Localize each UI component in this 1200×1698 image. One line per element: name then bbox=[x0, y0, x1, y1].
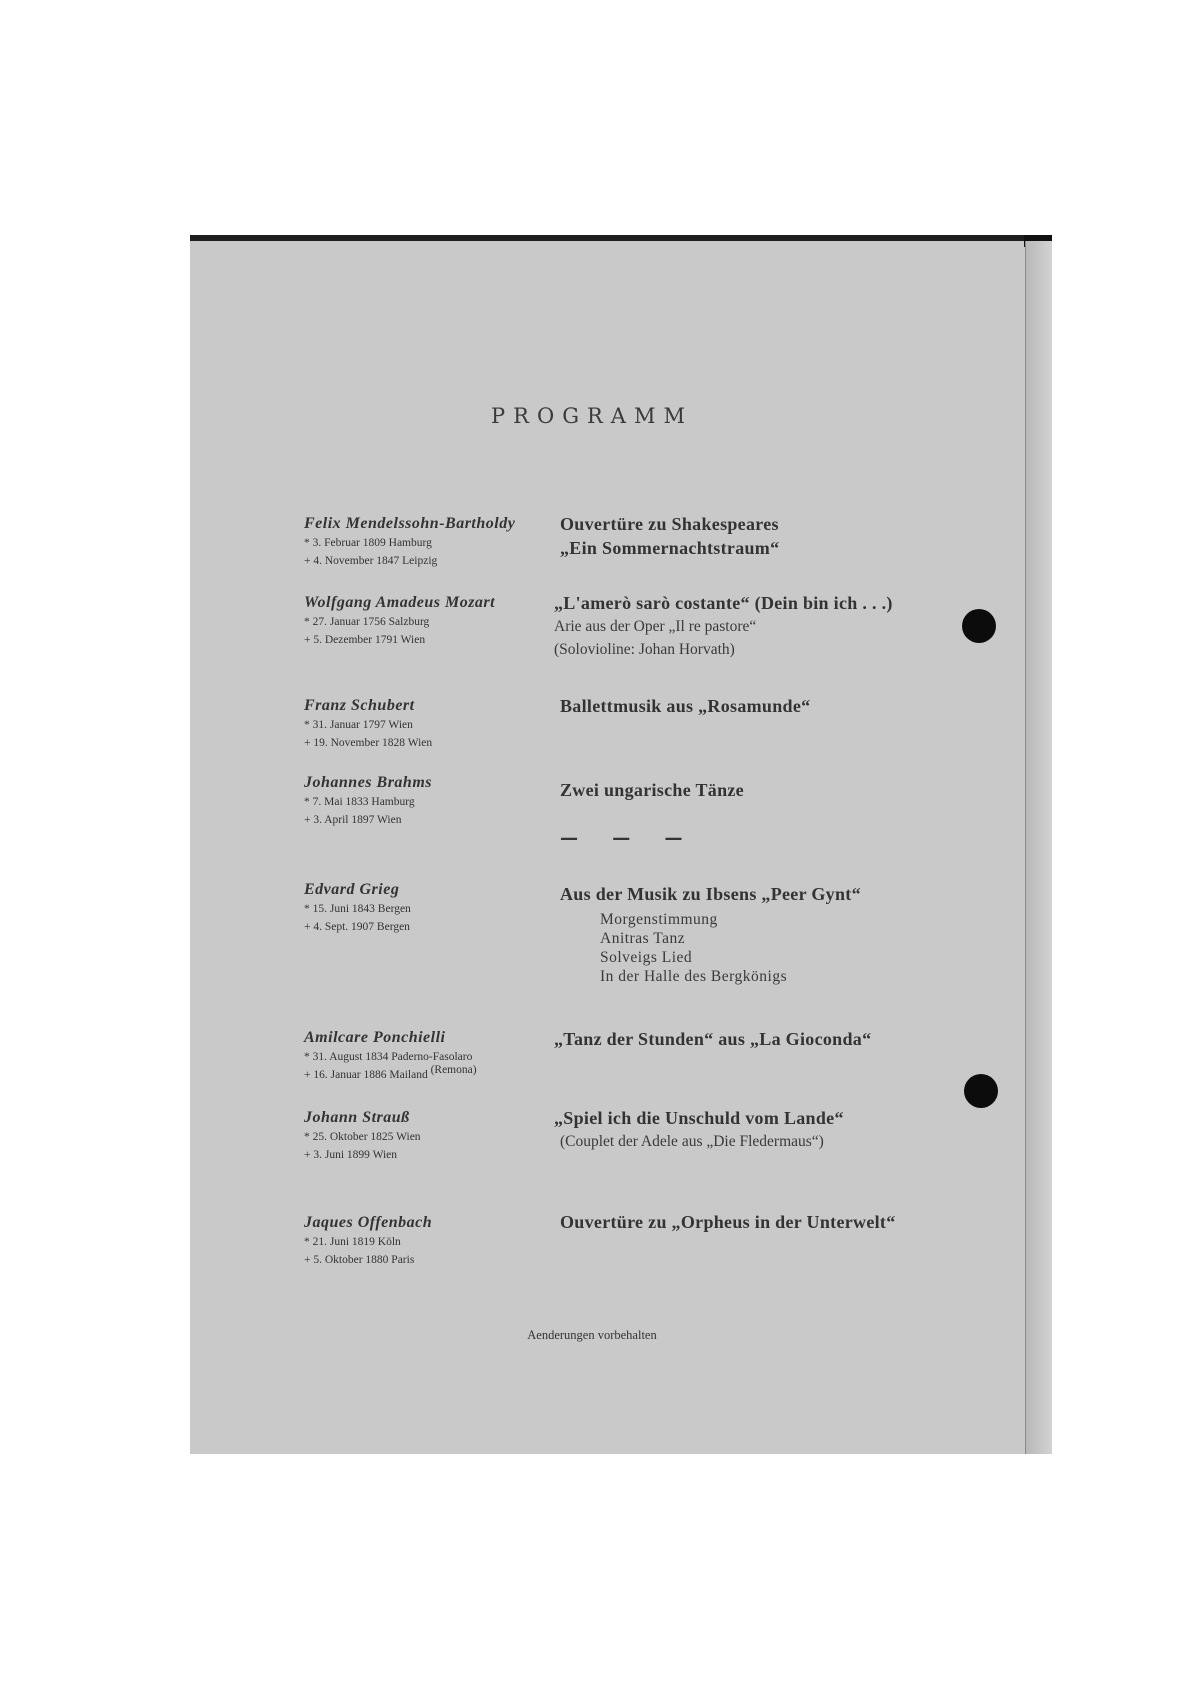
punch-hole-icon bbox=[964, 1074, 998, 1108]
work-block bbox=[554, 1106, 984, 1153]
work-movement: In der Halle des Bergkönigs bbox=[600, 968, 788, 985]
work-title: Ballettmusik aus „Rosamunde“ bbox=[560, 696, 811, 716]
composer-died: + 4. November 1847 Leipzig bbox=[304, 555, 438, 567]
composer-died-date: + 16. Januar 1886 Mailand bbox=[304, 1069, 428, 1081]
composer-born: * 7. Mai 1833 Hamburg bbox=[304, 796, 415, 808]
work-title: „Ein Sommernachtstraum“ bbox=[560, 538, 780, 558]
work-title: Ouvertüre zu „Orpheus in der Unterwelt“ bbox=[560, 1212, 896, 1232]
work-title: Aus der Musik zu Ibsens „Peer Gynt“ bbox=[560, 884, 861, 904]
composer-block bbox=[304, 594, 564, 648]
composer-block bbox=[304, 1214, 564, 1268]
work-subtitle: Arie aus der Oper „Il re pastore“ bbox=[554, 618, 757, 635]
work-title: „Tanz der Stunden“ aus „La Gioconda“ bbox=[554, 1029, 872, 1049]
composer-born: * 31. Januar 1797 Wien bbox=[304, 719, 413, 731]
intermission-dashes: — — — bbox=[560, 828, 697, 849]
work-block bbox=[560, 512, 990, 560]
work-title: Zwei ungarische Tänze bbox=[560, 780, 744, 800]
work-block bbox=[560, 778, 990, 802]
work-block bbox=[554, 591, 984, 661]
composer-name: Felix Mendelssohn-Bartholdy bbox=[304, 515, 516, 532]
composer-born: * 27. Januar 1756 Salzburg bbox=[304, 616, 430, 628]
composer-born: * 21. Juni 1819 Köln bbox=[304, 1236, 401, 1248]
work-title: „Spiel ich die Unschuld vom Lande“ bbox=[554, 1108, 844, 1128]
program-page bbox=[190, 235, 1052, 1454]
composer-died: + 19. November 1828 Wien bbox=[304, 737, 433, 749]
work-title: Ouvertüre zu Shakespeares bbox=[560, 514, 779, 534]
composer-name: Edvard Grieg bbox=[304, 881, 400, 898]
footnote: Aenderungen vorbehalten bbox=[527, 1328, 657, 1342]
composer-died: + 4. Sept. 1907 Bergen bbox=[304, 921, 410, 933]
composer-name: Franz Schubert bbox=[304, 697, 415, 714]
work-movement: Morgenstimmung bbox=[600, 911, 718, 928]
composer-born: * 15. Juni 1843 Bergen bbox=[304, 903, 411, 915]
composer-block bbox=[304, 774, 564, 828]
page-edge bbox=[1025, 241, 1052, 1454]
composer-block bbox=[304, 881, 564, 935]
composer-died: + 3. Juni 1899 Wien bbox=[304, 1149, 398, 1161]
work-block bbox=[560, 694, 990, 718]
composer-block bbox=[304, 515, 564, 569]
work-movement: Anitras Tanz bbox=[600, 930, 686, 947]
work-subtitle: (Solovioline: Johan Horvath) bbox=[554, 641, 735, 658]
work-block bbox=[560, 882, 990, 986]
composer-name: Amilcare Ponchielli bbox=[304, 1029, 446, 1046]
composer-name: Wolfgang Amadeus Mozart bbox=[304, 594, 496, 611]
work-block bbox=[560, 1210, 990, 1234]
work-block bbox=[554, 1027, 984, 1051]
composer-died bbox=[304, 1064, 564, 1083]
composer-block bbox=[304, 1029, 564, 1083]
work-movement: Solveigs Lied bbox=[600, 949, 693, 966]
composer-block bbox=[304, 1109, 564, 1163]
composer-born: * 31. August 1834 Paderno-Fasolaro bbox=[304, 1051, 473, 1063]
composer-name: Jaques Offenbach bbox=[304, 1214, 433, 1231]
composer-died-note: (Remona) bbox=[430, 1064, 477, 1076]
work-title: „L'amerò sarò costante“ (Dein bin ich . . .) bbox=[554, 593, 893, 613]
composer-died: + 3. April 1897 Wien bbox=[304, 814, 402, 826]
composer-block bbox=[304, 697, 564, 751]
composer-name: Johannes Brahms bbox=[304, 774, 432, 791]
work-subtitle: (Couplet der Adele aus „Die Fledermaus“) bbox=[560, 1133, 824, 1150]
composer-died: + 5. Dezember 1791 Wien bbox=[304, 634, 426, 646]
composer-name: Johann Strauß bbox=[304, 1109, 410, 1126]
composer-born: * 3. Februar 1809 Hamburg bbox=[304, 537, 432, 549]
page-title: PROGRAMM bbox=[491, 404, 693, 428]
composer-born: * 25. Oktober 1825 Wien bbox=[304, 1131, 421, 1143]
composer-died: + 5. Oktober 1880 Paris bbox=[304, 1254, 415, 1266]
